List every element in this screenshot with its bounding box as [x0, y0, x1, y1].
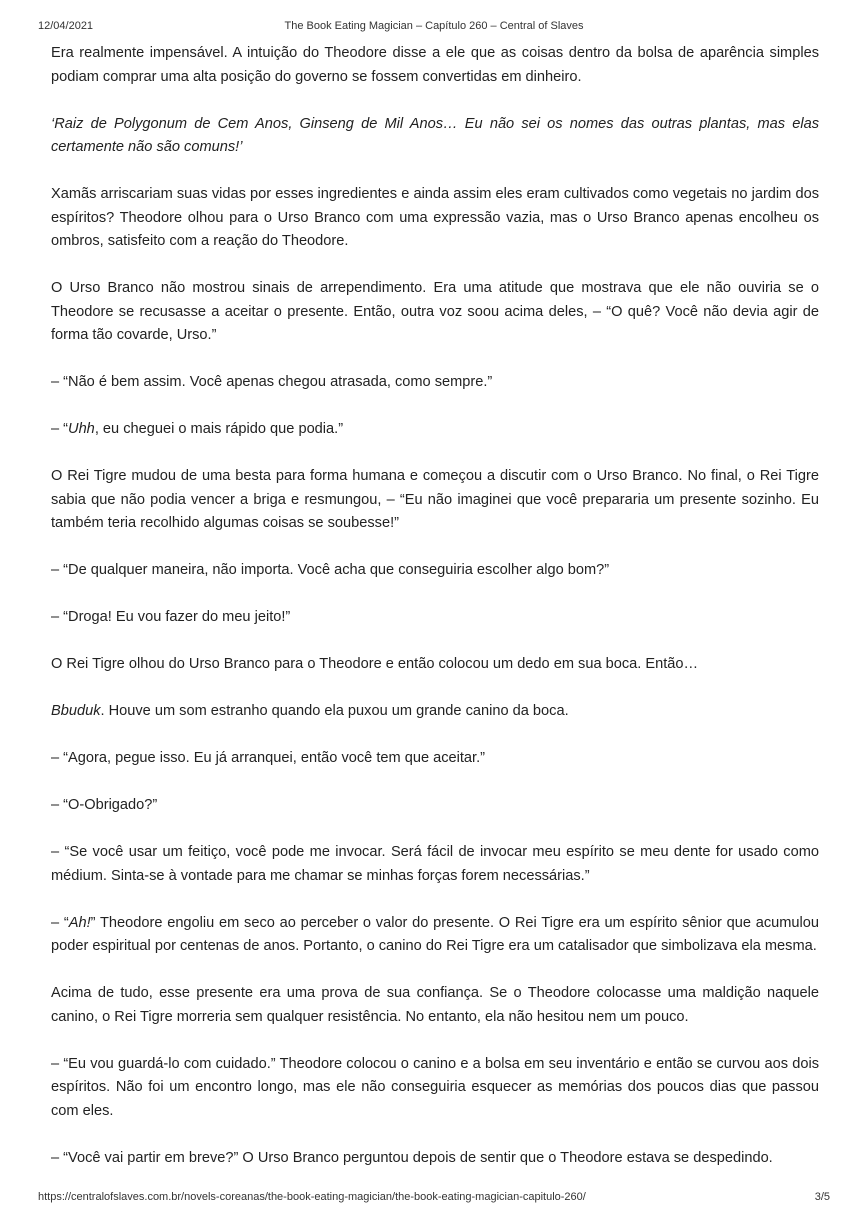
paragraph-text-continued: , eu cheguei o mais rápido que podia.” [94, 421, 344, 437]
paragraph-text: – “Droga! Eu vou fazer do meu jeito!” [51, 609, 291, 625]
page-title: The Book Eating Magician – Capítulo 260 – Central of Slaves [284, 20, 584, 32]
paragraph-text: – “De qualquer maneira, não importa. Você acha que conseguiria escolher algo bom?” [51, 562, 610, 578]
page-number: 3/5 [814, 1191, 830, 1203]
article-paragraph [51, 559, 819, 583]
article-paragraph [51, 42, 819, 89]
paragraph-text: – “Agora, pegue isso. Eu já arranquei, então você tem que aceitar.” [51, 750, 486, 766]
paragraph-text: – “Se você usar um feitiço, você pode me invocar. Será fácil de invocar meu espírito se meu dente for usado como médium. Sinta-se à vontade para me chamar se minhas forças forem necessárias.” [51, 844, 819, 884]
article-paragraph [51, 982, 819, 1029]
paragraph-text: Era realmente impensável. A intuição do Theodore disse a ele que as coisas dentro da bolsa de aparência simples podiam comprar uma alta posição do governo se fossem convertidas em dinheiro. [51, 45, 819, 85]
paragraph-text: – “Eu vou guardá-lo com cuidado.” Theodore colocou o canino e a bolsa em seu inventário e então se curvou aos dois espíritos. Não foi um encontro longo, mas ele não conseguiria esquecer as memórias dos poucos dias que passou com eles. [51, 1055, 819, 1119]
article-paragraph [51, 371, 819, 395]
article-paragraph [51, 794, 819, 818]
paragraph-text: – “Não é bem assim. Você apenas chegou atrasada, como sempre.” [51, 374, 493, 390]
paragraph-text: – “ [51, 421, 69, 437]
paragraph-text: O Rei Tigre mudou de uma besta para forma humana e começou a discutir com o Urso Branco. No final, o Rei Tigre sabia que não podia vencer a briga e resmungou, – “Eu não imaginei que você prepararia um presente sozinho. Eu também teria recolhido algumas coisas se soubesse!” [51, 468, 819, 531]
page-url-link[interactable]: https://centralofslaves.com.br/novels-coreanas/the-book-eating-magician/the-book-eating-magician-capitulo-260/ [38, 1191, 586, 1203]
paragraph-text-continued: ” Theodore engoliu em seco ao perceber o valor do presente. O Rei Tigre era um espírito sênior que acumulou poder espiritual por centenas de anos. Portanto, o canino do Rei Tigre era um catalisador que simbolizava ela mesma. [51, 914, 819, 954]
article-paragraph [51, 1053, 819, 1124]
paragraph-emphasis: Uhh [68, 421, 95, 437]
paragraph-emphasis: ‘Raiz de Polygonum de Cem Anos, Ginseng de Mil Anos… Eu não sei os nomes das outras plantas, mas elas certamente não são comuns!’ [51, 115, 819, 155]
article-paragraph [51, 183, 819, 254]
article-paragraph [51, 747, 819, 771]
print-footer [0, 1191, 868, 1207]
paragraph-text: – “O-Obrigado?” [51, 797, 158, 813]
article-paragraph [51, 912, 819, 959]
article-paragraph [51, 113, 819, 160]
article-paragraph [51, 465, 819, 536]
paragraph-emphasis: Ah! [68, 914, 91, 931]
print-header [0, 20, 868, 36]
article-body [51, 42, 819, 1170]
article-paragraph [51, 277, 819, 348]
paragraph-text-continued: . Houve um som estranho quando ela puxou um grande canino da boca. [100, 703, 569, 719]
paragraph-emphasis: Bbuduk [51, 703, 101, 719]
paragraph-text: Acima de tudo, esse presente era uma prova de sua confiança. Se o Theodore colocasse uma maldição naquele canino, o Rei Tigre morreria sem qualquer resistência. No entanto, ela não hesitou nem um pouco. [51, 985, 819, 1025]
paragraph-text: – “ [51, 914, 69, 931]
print-date: 12/04/2021 [38, 20, 94, 32]
article-paragraph [51, 418, 819, 442]
paragraph-text: O Urso Branco não mostrou sinais de arrependimento. Era uma atitude que mostrava que ele não ouviria se o Theodore se recusasse a aceitar o presente. Então, outra voz soou acima deles, – “O quê? Você não devia agir de forma tão covarde, Urso.” [51, 280, 819, 343]
article-paragraph [51, 700, 819, 724]
article-paragraph [51, 606, 819, 630]
paragraph-text: – “Você vai partir em breve?” O Urso Branco perguntou depois de sentir que o Theodore estava se despedindo. [51, 1149, 773, 1166]
paragraph-text: Xamãs arriscariam suas vidas por esses ingredientes e ainda assim eles eram cultivados como vegetais no jardim dos espíritos? Theodore olhou para o Urso Branco com uma expressão vazia, mas o Urso Branco apenas encolheu os ombros, satisfeito com a reação do Theodore. [51, 186, 819, 249]
article-paragraph [51, 653, 819, 677]
article-paragraph [51, 841, 819, 888]
article-paragraph [51, 1147, 819, 1171]
paragraph-text: O Rei Tigre olhou do Urso Branco para o Theodore e então colocou um dedo em sua boca. Então… [51, 656, 699, 672]
